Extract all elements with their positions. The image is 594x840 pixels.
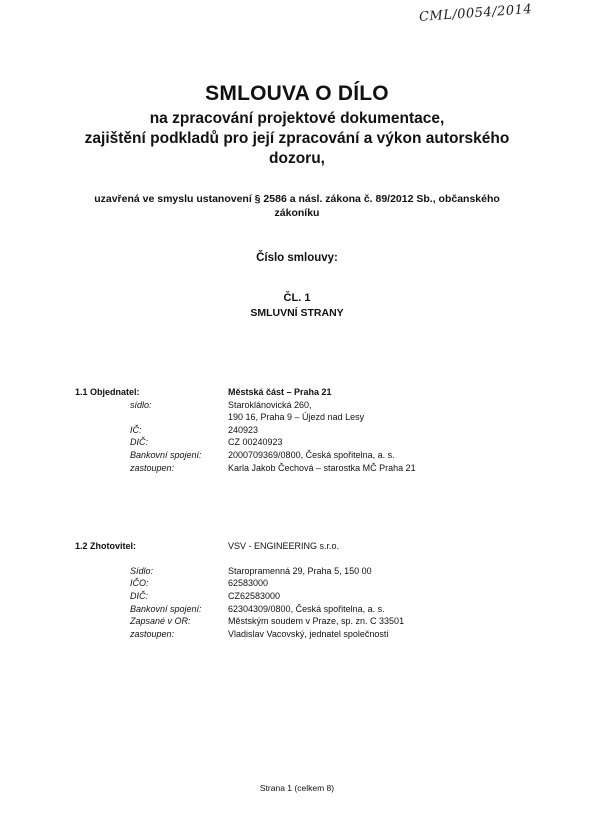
contractor-heading-row	[0, 541, 594, 552]
subtitle-line: na zpracování projektové dokumentace,	[149, 110, 445, 127]
client-row	[0, 450, 594, 461]
subtitle-line: dozoru,	[269, 150, 325, 167]
statute-line: zákoníku	[274, 207, 320, 219]
client-row	[0, 425, 594, 436]
client-name: Městská část – Praha 21	[228, 387, 332, 397]
contractor-row-value: Městským soudem v Praze, sp. zn. C 33501	[228, 616, 405, 626]
contractor-row	[0, 578, 594, 589]
page-footer: Strana 1 (celkem 8)	[259, 783, 335, 793]
statute-line: uzavřená ve smyslu ustanovení § 2586 a násl. zákona č. 89/2012 Sb., občanského	[94, 193, 500, 205]
contractor-row-label: Sídlo:	[130, 566, 154, 576]
contractor-row-label: DIČ:	[130, 591, 148, 601]
contractor-row	[0, 566, 594, 577]
statute-reference	[60, 192, 534, 220]
article-number: ČL. 1	[283, 292, 311, 304]
client-row	[0, 400, 594, 411]
client-row-value: CZ 00240923	[228, 437, 283, 447]
article-title: SMLUVNÍ STRANY	[250, 307, 344, 319]
client-row-label: Bankovní spojení:	[130, 450, 202, 460]
contractor-row-label: Bankovní spojení:	[130, 604, 202, 614]
client-row-label: DIČ:	[130, 437, 148, 447]
client-row-value: 240923	[228, 425, 259, 435]
contractor-row	[0, 629, 594, 640]
client-heading-row	[0, 387, 594, 398]
subtitle-line: zajištění podkladů pro její zpracování a výkon autorského	[84, 130, 510, 147]
contractor-heading: 1.2 Zhotovitel:	[75, 541, 137, 551]
contractor-row-value: Vladislav Vacovský, jednatel společnosti	[228, 629, 389, 639]
client-row-value: Staroklánovická 260,	[228, 400, 312, 410]
contractor-row-value: 62583000	[228, 578, 269, 588]
client-row-label: sídlo:	[130, 400, 152, 410]
client-row	[0, 437, 594, 448]
contract-number-label: Číslo smlouvy:	[256, 252, 338, 264]
client-row	[0, 412, 594, 423]
contractor-row-value: Staropramenná 29, Praha 5, 150 00	[228, 566, 372, 576]
client-row-value: Karla Jakob Čechová – starostka MČ Praha 21	[228, 463, 416, 473]
contractor-row-value: 62304309/0800, Česká spořitelna, a. s.	[228, 604, 385, 614]
contract-title: SMLOUVA O DÍLO	[205, 82, 389, 105]
client-heading: 1.1 Objednatel:	[75, 387, 140, 397]
client-row-label: IČ:	[130, 425, 142, 435]
contractor-row-label: Zapsané v OR:	[130, 616, 191, 626]
contractor-row	[0, 616, 594, 627]
contractor-row	[0, 604, 594, 615]
contractor-name: VSV - ENGINEERING s.r.o.	[228, 541, 340, 551]
client-row	[0, 463, 594, 474]
contractor-row-label: IČO:	[130, 578, 149, 588]
client-row-value: 190 16, Praha 9 – Újezd nad Lesy	[228, 412, 365, 422]
contractor-row-value: CZ62583000	[228, 591, 281, 601]
client-row-label: zastoupen:	[130, 463, 175, 473]
handwritten-reference-number: CML/0054/2014	[418, 2, 533, 25]
contractor-row	[0, 591, 594, 602]
client-row-value: 2000709369/0800, Česká spořitelna, a. s.	[228, 450, 395, 460]
contractor-row-label: zastoupen:	[130, 629, 175, 639]
contract-subtitle	[60, 109, 534, 169]
